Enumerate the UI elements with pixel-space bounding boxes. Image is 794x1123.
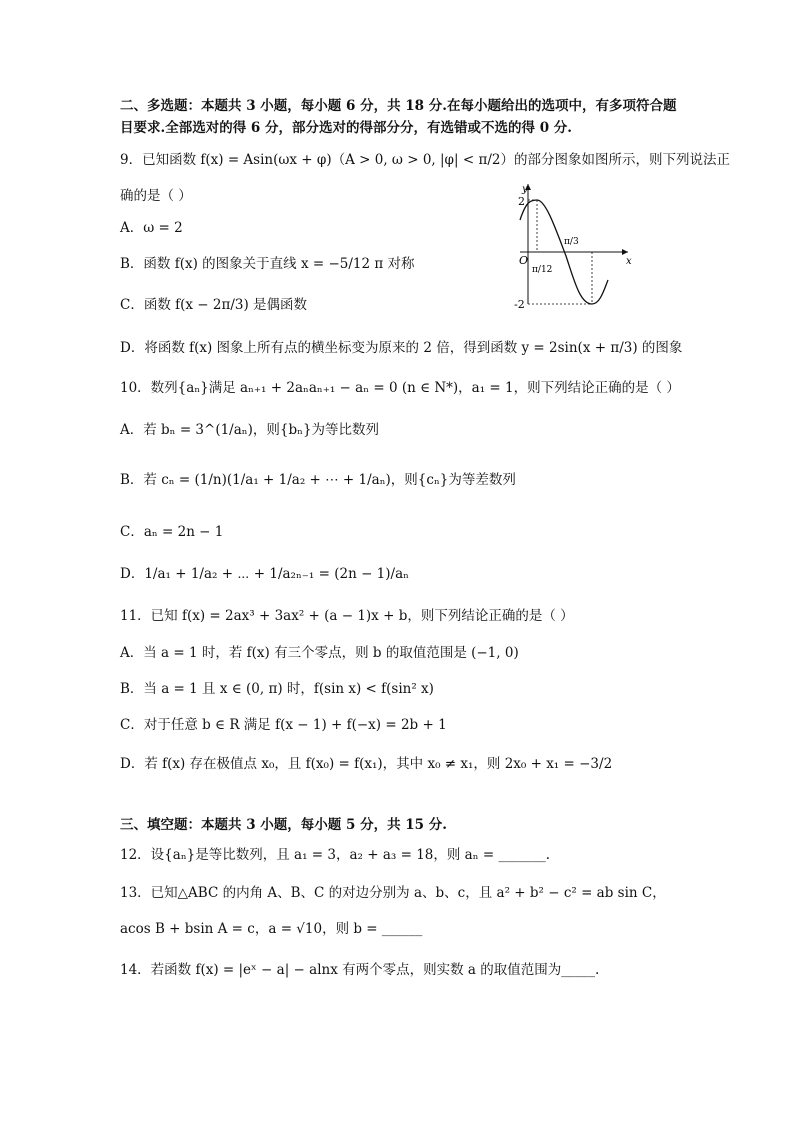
origin-label: O [519, 254, 529, 267]
q9-stem-line2: 确的是（ ） [120, 188, 192, 204]
q11-option-d: D．若 f(x) 存在极值点 x₀，且 f(x₀) = f(x₁)，其中 x₀ ≠ x₁，则 2x₀ + x₁ = −3/2 [120, 756, 613, 772]
q11-option-b: B．当 a = 1 且 x ∈ (0, π) 时，f(sin x) < f(sin² x) [120, 681, 434, 697]
q10-stem: 10．数列{aₙ}满足 aₙ₊₁ + 2aₙaₙ₊₁ − aₙ = 0 (n ∈ N*)，a₁ = 1，则下列结论正确的是（ ） [120, 380, 680, 396]
q10-option-c: C．aₙ = 2n − 1 [120, 524, 224, 540]
q9-option-c: C．函数 f(x − 2π/3) 是偶函数 [120, 297, 308, 313]
q10-option-b: B．若 cₙ = (1/n)(1/a₁ + 1/a₂ + ⋯ + 1/aₙ)，则{cₙ}为等差数列 [120, 472, 516, 488]
q13-line1: 13．已知△ABC 的内角 A、B、C 的对边分别为 a、b、c，且 a² + b² − c² = ab sin C， [120, 885, 666, 901]
tick-pi-12-label: π/12 [532, 265, 553, 275]
x-axis-label: x [626, 256, 632, 267]
q9-option-d: D．将函数 f(x) 图象上所有点的横坐标变为原来的 2 倍，得到函数 y = 2sin(x + π/3) 的图象 [120, 340, 683, 356]
q14-text: 14．若函数 f(x) = |eˣ − a| − alnx 有两个零点，则实数 a 的取值范围为_____. [120, 962, 600, 978]
x-axis-arrow [622, 249, 628, 255]
q11-option-a: A．当 a = 1 时，若 f(x) 有三个零点，则 b 的取值范围是 (−1, 0) [120, 645, 519, 661]
q12-text: 12．设{aₙ}是等比数列，且 a₁ = 3，a₂ + a₃ = 18，则 aₙ = _______. [120, 847, 550, 863]
tick-pi-3-label: π/3 [564, 237, 579, 247]
y-axis-label: y [522, 184, 528, 195]
q9-option-b: B．函数 f(x) 的图象关于直线 x = −5/12 π 对称 [120, 256, 415, 272]
q10-option-a: A．若 bₙ = 3^(1/aₙ)，则{bₙ}为等比数列 [120, 422, 380, 438]
y-min-label: -2 [514, 298, 525, 310]
q11-stem: 11．已知 f(x) = 2ax³ + 3ax² + (a − 1)x + b，则下列结论正确的是（ ） [120, 608, 574, 624]
q13-line2: acos B + bsin A = c，a = √10，则 b = ______ [120, 921, 423, 937]
section2-header-line1: 二、多选题：本题共 3 小题，每小题 6 分，共 18 分.在每小题给出的选项中，有多项符合题 [120, 98, 677, 114]
q11-option-c: C．对于任意 b ∈ R 满足 f(x − 1) + f(−x) = 2b + 1 [120, 717, 447, 733]
y-max-label: 2 [518, 195, 525, 208]
q9-option-a: A．ω = 2 [120, 220, 183, 236]
section3-header: 三、填空题：本题共 3 小题，每小题 5 分，共 15 分. [120, 817, 447, 833]
section2-header-line2: 目要求.全部选对的得 6 分，部分选对的得部分分，有选错或不选的得 0 分. [120, 120, 572, 136]
q9-stem-line1: 9．已知函数 f(x) = Asin(ωx + φ)（A > 0, ω > 0, |φ| < π/2）的部分图象如图所示，则下列说法正 [120, 152, 730, 168]
q10-option-d: D．1/a₁ + 1/a₂ + ⋯ + 1/a₂ₙ₋₁ = (2n − 1)/aₙ [120, 566, 409, 582]
q9-sine-graph [500, 180, 640, 310]
